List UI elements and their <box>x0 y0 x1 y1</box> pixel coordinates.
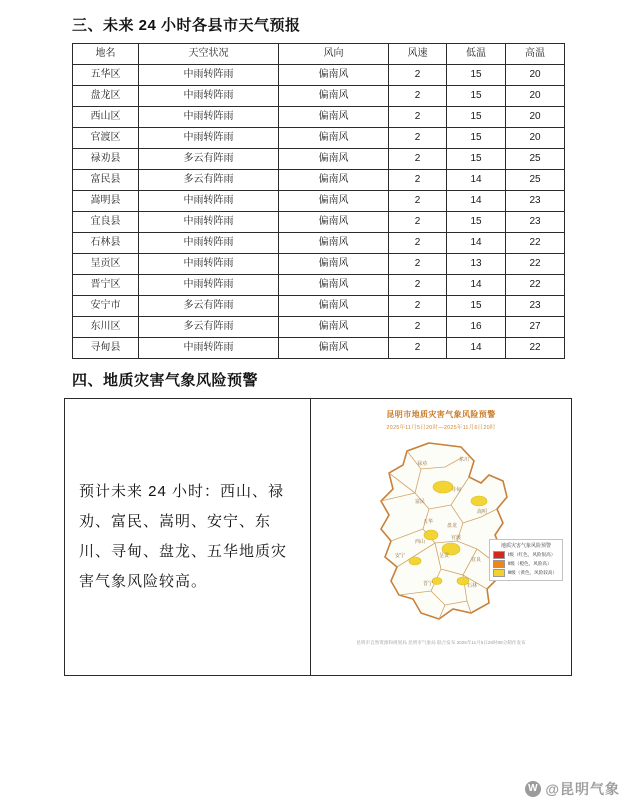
cell-wind-direction: 偏南风 <box>279 107 389 128</box>
cell-low-temp: 15 <box>447 128 506 149</box>
cell-name: 晋宁区 <box>73 275 139 296</box>
risk-text: 预计未来 24 小时：西山、禄劝、富民、嵩明、安宁、东川、寻甸、盘龙、五华地质灾害气象风险较高。 <box>79 483 288 590</box>
legend-item <box>493 569 559 577</box>
table-row <box>73 149 565 170</box>
cell-name: 东川区 <box>73 317 139 338</box>
cell-sky: 中雨转阵雨 <box>139 233 279 254</box>
cell-sky: 中雨转阵雨 <box>139 254 279 275</box>
cell-name: 呈贡区 <box>73 254 139 275</box>
legend-swatch-orange <box>493 560 505 568</box>
column-header-wind-direction: 风向 <box>279 44 389 65</box>
map-label-xishan: 西山 <box>415 539 426 545</box>
cell-name: 五华区 <box>73 65 139 86</box>
legend-title: 地质灾害气象风险预警 <box>500 543 551 549</box>
map-label-yiliang: 宜良 <box>471 557 482 563</box>
cell-name: 石林县 <box>73 233 139 254</box>
cell-name: 宜良县 <box>73 212 139 233</box>
cell-wind-direction: 偏南风 <box>279 296 389 317</box>
cell-wind-direction: 偏南风 <box>279 275 389 296</box>
cell-high-temp: 20 <box>506 128 565 149</box>
cell-wind-speed: 2 <box>389 128 447 149</box>
cell-name: 禄劝县 <box>73 149 139 170</box>
cell-low-temp: 14 <box>447 191 506 212</box>
table-row <box>73 107 565 128</box>
legend-label-yellow: Ⅲ级（黄色，风险较高） <box>508 570 558 575</box>
cell-wind-speed: 2 <box>389 191 447 212</box>
cell-sky: 中雨转阵雨 <box>139 86 279 107</box>
cell-low-temp: 14 <box>447 275 506 296</box>
cell-sky: 多云有阵雨 <box>139 317 279 338</box>
map-label-dongchuan: 东川 <box>459 457 470 463</box>
watermark <box>525 779 620 799</box>
legend-swatch-yellow <box>493 569 505 577</box>
cell-wind-speed: 2 <box>389 65 447 86</box>
map-label-anning: 安宁 <box>395 553 406 559</box>
map-label-panlong: 盘龙 <box>447 523 458 529</box>
cell-high-temp: 27 <box>506 317 565 338</box>
map-label-fumin: 富民 <box>415 499 426 505</box>
cell-name: 嵩明县 <box>73 191 139 212</box>
cell-name: 安宁市 <box>73 296 139 317</box>
cell-high-temp: 22 <box>506 233 565 254</box>
column-header-low-temp: 低温 <box>447 44 506 65</box>
table-row <box>73 338 565 359</box>
table-row <box>73 191 565 212</box>
map-subtitle: 2025年11月5日20时—2025年11月6日20时 <box>386 425 496 431</box>
map-legend <box>489 539 563 581</box>
cell-wind-direction: 偏南风 <box>279 128 389 149</box>
column-header-wind-speed: 风速 <box>389 44 447 65</box>
column-header-sky: 天空状况 <box>139 44 279 65</box>
cell-wind-speed: 2 <box>389 107 447 128</box>
cell-wind-speed: 2 <box>389 212 447 233</box>
watermark-text: @昆明气象 <box>545 781 620 797</box>
cell-sky: 多云有阵雨 <box>139 149 279 170</box>
cell-wind-speed: 2 <box>389 296 447 317</box>
map-label-xundian: 寻甸 <box>451 487 462 493</box>
cell-wind-direction: 偏南风 <box>279 317 389 338</box>
cell-high-temp: 23 <box>506 212 565 233</box>
cell-high-temp: 20 <box>506 107 565 128</box>
map-label-shilin: 石林 <box>467 583 478 589</box>
cell-high-temp: 22 <box>506 254 565 275</box>
risk-map-cell <box>311 399 571 675</box>
cell-low-temp: 14 <box>447 233 506 254</box>
table-row <box>73 86 565 107</box>
cell-low-temp: 15 <box>447 107 506 128</box>
cell-high-temp: 20 <box>506 65 565 86</box>
cell-low-temp: 14 <box>447 338 506 359</box>
column-header-name: 地名 <box>73 44 139 65</box>
table-row <box>73 233 565 254</box>
column-header-high-temp: 高温 <box>506 44 565 65</box>
cell-sky: 中雨转阵雨 <box>139 212 279 233</box>
cell-low-temp: 13 <box>447 254 506 275</box>
cell-high-temp: 23 <box>506 191 565 212</box>
cell-wind-speed: 2 <box>389 233 447 254</box>
table-row <box>73 296 565 317</box>
cell-sky: 多云有阵雨 <box>139 170 279 191</box>
cell-wind-direction: 偏南风 <box>279 212 389 233</box>
cell-low-temp: 15 <box>447 149 506 170</box>
cell-sky: 中雨转阵雨 <box>139 275 279 296</box>
table-row <box>73 275 565 296</box>
table-row <box>73 128 565 149</box>
forecast-table <box>72 43 565 359</box>
map-canvas <box>311 431 571 637</box>
cell-low-temp: 14 <box>447 170 506 191</box>
legend-item <box>493 560 559 568</box>
cell-high-temp: 23 <box>506 296 565 317</box>
cell-high-temp: 20 <box>506 86 565 107</box>
cell-low-temp: 15 <box>447 212 506 233</box>
cell-low-temp: 16 <box>447 317 506 338</box>
cell-sky: 中雨转阵雨 <box>139 107 279 128</box>
kunming-map-graphic <box>311 431 571 637</box>
table-header-row <box>73 44 565 65</box>
cell-wind-direction: 偏南风 <box>279 65 389 86</box>
table-row <box>73 317 565 338</box>
cell-wind-speed: 2 <box>389 170 447 191</box>
legend-item <box>493 551 559 559</box>
cell-wind-speed: 2 <box>389 254 447 275</box>
table-row <box>73 212 565 233</box>
table-row <box>73 254 565 275</box>
cell-wind-direction: 偏南风 <box>279 233 389 254</box>
cell-name: 寻甸县 <box>73 338 139 359</box>
legend-label-orange: Ⅱ级（橙色，风险高） <box>508 561 552 566</box>
cell-sky: 中雨转阵雨 <box>139 128 279 149</box>
risk-panel <box>64 398 572 676</box>
cell-wind-speed: 2 <box>389 317 447 338</box>
table-row <box>73 170 565 191</box>
cell-low-temp: 15 <box>447 296 506 317</box>
table-row <box>73 65 565 86</box>
cell-low-temp: 15 <box>447 86 506 107</box>
cell-low-temp: 15 <box>447 65 506 86</box>
risk-text-cell <box>65 399 311 675</box>
cell-name: 盘龙区 <box>73 86 139 107</box>
legend-swatch-red <box>493 551 505 559</box>
cell-high-temp: 25 <box>506 149 565 170</box>
cell-wind-speed: 2 <box>389 338 447 359</box>
forecast-table-body <box>73 65 565 359</box>
cell-name: 富民县 <box>73 170 139 191</box>
map-label-guandu: 官渡 <box>451 535 462 541</box>
cell-high-temp: 25 <box>506 170 565 191</box>
map-label-luquan: 禄劝 <box>417 461 428 467</box>
map-label-jinning: 晋宁 <box>423 581 434 587</box>
cell-wind-direction: 偏南风 <box>279 191 389 212</box>
map-label-wuhua: 五华 <box>423 519 434 525</box>
cell-wind-speed: 2 <box>389 86 447 107</box>
map-label-chenggong: 呈贡 <box>439 553 450 559</box>
cell-wind-speed: 2 <box>389 149 447 170</box>
weibo-icon: W <box>525 781 541 797</box>
cell-name: 西山区 <box>73 107 139 128</box>
cell-sky: 中雨转阵雨 <box>139 338 279 359</box>
page-title-risk: 四、地质灾害气象风险预警 <box>72 372 259 389</box>
cell-wind-direction: 偏南风 <box>279 338 389 359</box>
cell-wind-direction: 偏南风 <box>279 170 389 191</box>
cell-sky: 多云有阵雨 <box>139 296 279 317</box>
map-label-songming: 嵩明 <box>477 509 488 515</box>
legend-label-red: Ⅰ级（红色，风险很高） <box>508 552 556 557</box>
cell-sky: 中雨转阵雨 <box>139 65 279 86</box>
cell-name: 官渡区 <box>73 128 139 149</box>
cell-sky: 中雨转阵雨 <box>139 191 279 212</box>
map-title: 昆明市地质灾害气象风险预警 <box>386 410 496 419</box>
cell-high-temp: 22 <box>506 338 565 359</box>
cell-wind-direction: 偏南风 <box>279 149 389 170</box>
cell-wind-speed: 2 <box>389 275 447 296</box>
cell-high-temp: 22 <box>506 275 565 296</box>
cell-wind-direction: 偏南风 <box>279 254 389 275</box>
cell-wind-direction: 偏南风 <box>279 86 389 107</box>
page-title-forecast: 三、未来 24 小时各县市天气预报 <box>72 17 301 34</box>
map-footer: 昆明市自然资源和规划局 昆明市气象局 联合发布 2025年11月5日20时08分制作发布 <box>356 640 526 645</box>
